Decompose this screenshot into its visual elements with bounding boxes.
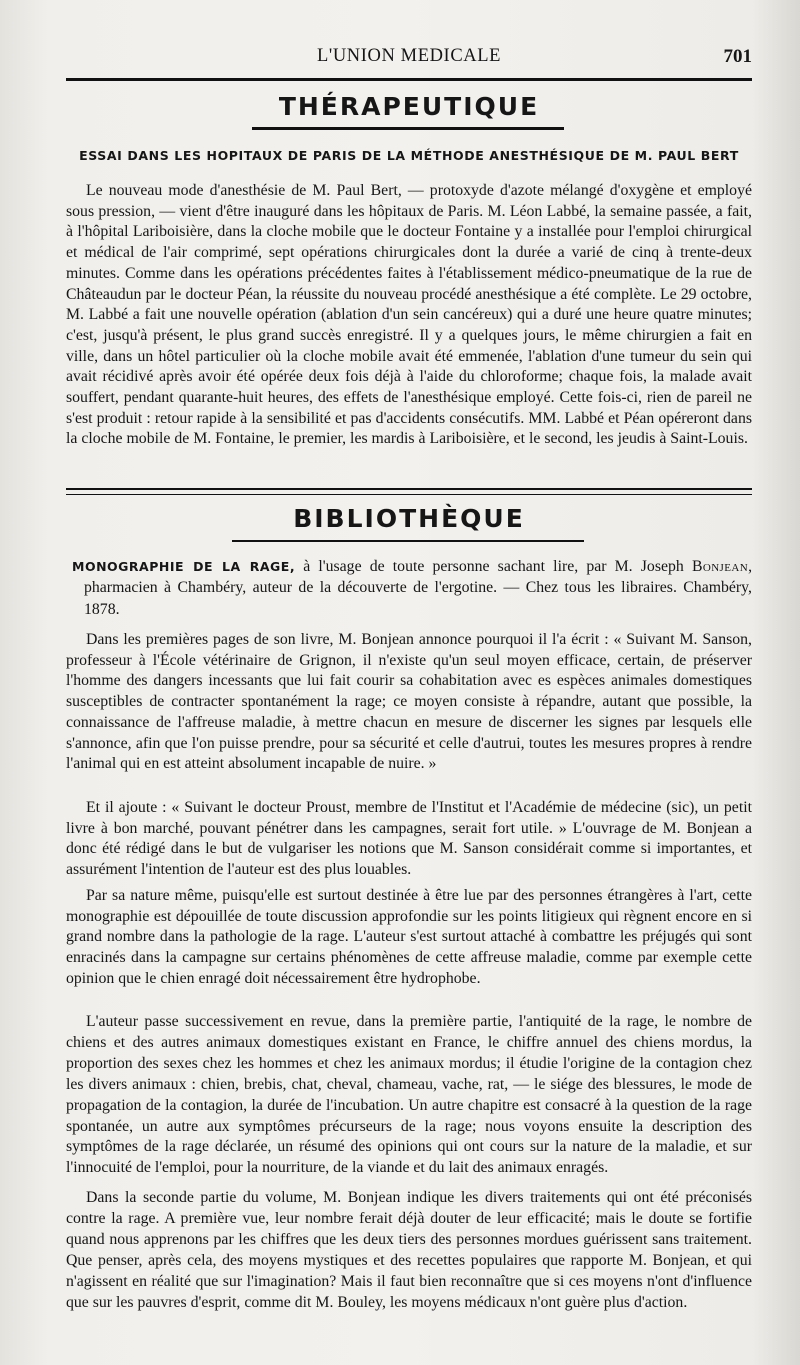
book-reference <box>66 556 752 620</box>
review-paragraph: Et il ajoute : « Suivant le docteur Proust, membre de l'Institut et l'Académie de médecine (sic), un petit livre à bon marché, pouvant pénétrer dans les campagnes, serait fort utile. » L'ouvrage de M. Bonjean a donc été rédigé dans le but de vulgariser les notions que M. Sanson considérait comme si importantes, et assurément l'intention de l'auteur est des plus louables. <box>66 799 752 879</box>
section-divider-top <box>66 488 752 490</box>
review-paragraph: Dans les premières pages de son livre, M. Bonjean annonce pourquoi il l'a écrit : « Suivant M. Sanson, professeur à l'École vétérinaire de Grignon, il n'existe qu'un seul moyen efficace, certain, de préserver l'homme des dangers incessants que lui fait courir sa cohabitation avec es espèces animales domestiques susceptibles de contracter spontanément la rage; ce moyen consiste à répandre, autant que possible, la connaissance de l'affreuse maladie, à mettre chacun en mesure de discerner les signes par lesquels elle s'annonce, afin que l'on puisse prendre, pour sa sécurité et celle d'autrui, toutes les mesures propres à rendre l'animal qui en est atteint absolument incapable de nuire. » <box>66 631 752 773</box>
page-number: 701 <box>723 46 752 67</box>
review-paragraph: L'auteur passe successivement en revue, dans la première partie, l'antiquité de la rage, le nombre de chiens et des autres animaux domestiques existant en France, le chiffre annuel des chiens mordus, la proportion des sexes chez les hommes et chez les animaux mordus; il étudie l'origine de la contagion chez les divers animaux : chien, brebis, chat, cheval, chameau, vache, rat, — le siége des blessures, le mode de propagation de la contagion, la durée de l'incubation. Un autre chapitre est consacré à la question de la rage spontanée, un autre aux symptômes précurseurs de la rage; nous voyons ensuite la description des symptômes de la rage déclarée, un résumé des opinions qui ont cours sur la nature de la maladie, et sur l'innocuité de l'emploi, pour la nourriture, de la viande et du lait des animaux enragés. <box>66 1013 752 1177</box>
book-author: Bonjean <box>691 558 749 575</box>
article-subhead: ESSAI DANS LES HOPITAUX DE PARIS DE LA MÉTHODE ANESTHÉSIQUE DE M. PAUL BERT <box>79 148 739 163</box>
title-underline <box>232 540 584 542</box>
section-title-bibliotheque: BIBLIOTHÈQUE <box>293 504 525 533</box>
header-rule <box>66 78 752 81</box>
section-divider-bottom <box>66 494 752 495</box>
review-paragraph: Par sa nature même, puisqu'elle est surtout destinée à être lue par des personnes étrangères à l'art, cette monographie est dépouillée de toute discussion approfondie sur les points litigieux qui règnent encore en si grand nombre dans la pathologie de la rage. L'auteur s'est surtout attaché à combattre les préjugés qui sont enracinés dans la campagne sur certains phénomènes de cette affreuse maladie, comme par exemple cette opinion que le chien enragé doit nécessairement être hydrophobe. <box>66 887 752 987</box>
book-title: MONOGRAPHIE DE LA RAGE, <box>72 559 296 574</box>
section-title-therapeutique: THÉRAPEUTIQUE <box>278 92 540 121</box>
article-body: Le nouveau mode d'anesthésie de M. Paul Bert, — protoxyde d'azote mélangé d'oxygène et employé sous pression, — vient d'être inauguré dans les hôpitaux de Paris. M. Léon Labbé, la semaine passée, a fait, à l'hôpital Lariboisière, dans la cloche mobile que le docteur Fontaine y a installée pour l'emploi chirurgical et médical de l'air comprimé, sept opérations chirurgicales dont la durée a varié de cinq à trente-deux minutes. Comme dans les opérations précédentes faites à l'établissement médico-pneumatique de la rue de Châteaudun par le docteur Péan, la réussite du nouveau procédé anesthésique a été complète. Le 29 octobre, M. Labbé a fait une nouvelle opération (ablation d'un sein cancéreux) qui a duré une heure quatre minutes; c'est, jusqu'à présent, le plus grand succès enregistré. Il y a quelques jours, le même chirurgien a fait en ville, dans un hôtel particulier où la cloche mobile avait été emmenée, l'ablation d'une tumeur du sein qui avait récidivé après avoir été opérée deux fois déjà à l'aide du chloroforme; chaque fois, la malade avait souffert, pendant quarante-huit heures, des effets de l'anesthésique employé. Cette fois-ci, rien de pareil ne s'est produit : retour rapide à la sensibilité et pas d'accidents consécutifs. MM. Labbé et Péan opéreront dans la cloche mobile de M. Fontaine, le premier, les mardis à Lariboisière, et le second, les jeudis à Saint-Louis. <box>66 182 752 448</box>
book-reference-text: à l'usage de toute personne sachant lire, par M. Joseph <box>295 558 692 575</box>
book-reference-text: , pharmacien à Chambéry, auteur de la découverte de l'ergotine. — Chez tous les libraires. Chambéry, 1878. <box>84 558 753 618</box>
running-header <box>66 44 752 74</box>
title-underline <box>252 127 564 130</box>
running-title: L'UNION MEDICALE <box>316 46 502 66</box>
review-paragraph: Dans la seconde partie du volume, M. Bonjean indique les divers traitements qui ont été préconisés contre la rage. A première vue, leur nombre ferait déjà douter de leur efficacité; mais le doute se fortifie quand nous apprenons par les chiffres que les deux tiers des personnes mordues guérissent sans traitement. Que penser, après cela, des moyens mystiques et des recettes populaires que rapporte M. Bonjean, et qui n'agissent en réalité que sur l'imagination? Mais il faut bien reconnaître que si ces moyens n'ont d'influence que sur les pauvres d'esprit, comme dit M. Bouley, les moyens médicaux n'ont guère plus d'action. <box>66 1189 752 1311</box>
